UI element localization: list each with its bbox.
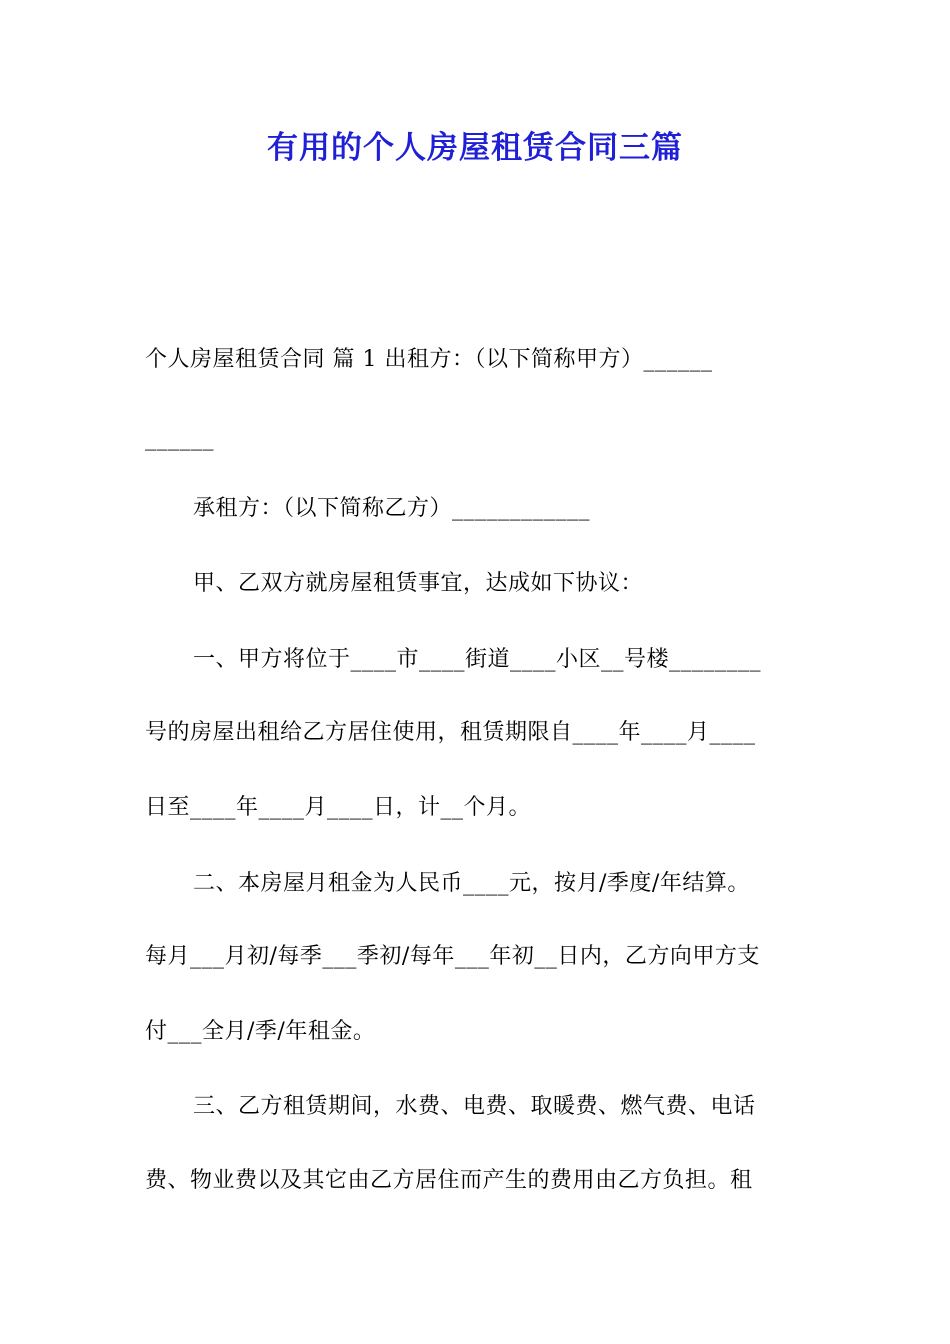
paragraph-line-4: 甲、乙双方就房屋租赁事宜，达成如下协议： [193,571,644,596]
document-title: 有用的个人房屋租赁合同三篇 [267,130,683,166]
paragraph-line-3: 承租方：（以下简称乙方）____________ [193,496,591,521]
paragraph-line-7: 日至____年____月____日，计__个月。 [145,795,532,820]
paragraph-line-11: 三、乙方租赁期间，水费、电费、取暖费、燃气费、电话 [193,1094,756,1119]
paragraph-line-6: 号的房屋出租给乙方居住使用，租赁期限自____年____月____ [145,720,756,745]
paragraph-line-9: 每月___月初/每季___季初/每年___年初__日内，乙方向甲方支 [145,944,760,969]
paragraph-line-10: 付___全月/季/年租金。 [145,1019,376,1044]
paragraph-line-12: 费、物业费以及其它由乙方居住而产生的费用由乙方负担。租 [145,1168,753,1193]
paragraph-line-1: 个人房屋租赁合同 篇 1 出租方：（以下简称甲方）______ [145,347,713,372]
paragraph-line-8: 二、本房屋月租金为人民币____元，按月/季度/年结算。 [193,871,750,896]
paragraph-line-5: 一、甲方将位于____市____街道____小区__号楼________ [193,647,762,672]
paragraph-line-2: ______ [145,426,214,451]
